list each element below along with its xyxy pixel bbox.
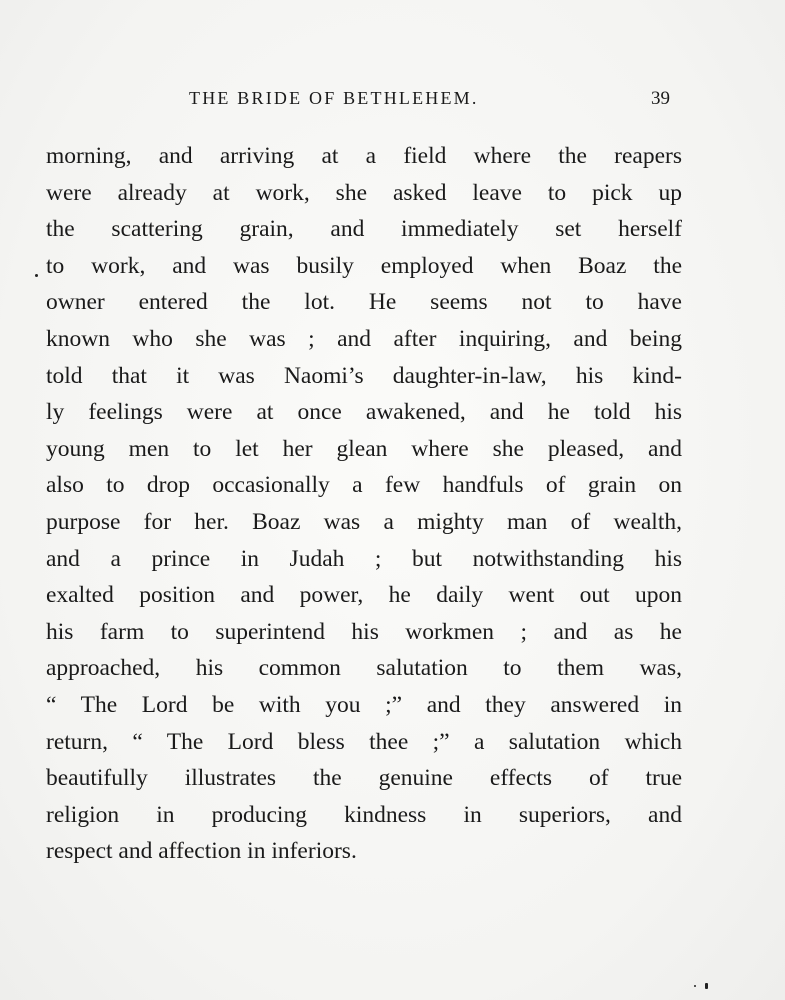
running-title: THE BRIDE OF BETHLEHEM.	[189, 88, 479, 108]
text-line: to work, and was busily employed when Boaz the	[46, 252, 682, 279]
text-line-last: respect and affection in inferiors.	[46, 838, 357, 865]
page-number: 39	[651, 88, 670, 109]
text-line: also to drop occasionally a few handfuls of grain on	[46, 472, 682, 499]
text-line: approached, his common salutation to them was,	[46, 655, 682, 682]
text-line: his farm to superintend his workmen ; and as he	[46, 618, 682, 645]
ink-speck	[35, 274, 38, 277]
body-paragraph	[46, 138, 682, 870]
text-line: return, “ The Lord bless thee ;” a salutation which	[46, 728, 682, 755]
running-head	[0, 88, 785, 118]
text-line: purpose for her. Boaz was a mighty man of wealth,	[46, 508, 682, 535]
text-line: known who she was ; and after inquiring, and being	[46, 325, 682, 352]
ink-speck	[694, 985, 696, 987]
text-line: morning, and arriving at a field where the reapers	[46, 143, 682, 169]
text-line: “ The Lord be with you ;” and they answered in	[46, 691, 682, 718]
text-line: owner entered the lot. He seems not to have	[46, 289, 682, 316]
text-line: and a prince in Judah ; but notwithstanding his	[46, 545, 682, 572]
text-line: young men to let her glean where she pleased, and	[46, 435, 682, 462]
text-line: beautifully illustrates the genuine effects of true	[46, 765, 682, 792]
ink-speck	[705, 983, 708, 989]
text-line: ly feelings were at once awakened, and he told his	[46, 399, 682, 426]
text-line: told that it was Naomi’s daughter-in-law, his kind-	[46, 362, 682, 389]
text-line: the scattering grain, and immediately set herself	[46, 216, 682, 243]
text-line: exalted position and power, he daily went out upon	[46, 582, 682, 609]
text-line: were already at work, she asked leave to pick up	[46, 179, 682, 206]
text-line: religion in producing kindness in superiors, and	[46, 801, 682, 828]
